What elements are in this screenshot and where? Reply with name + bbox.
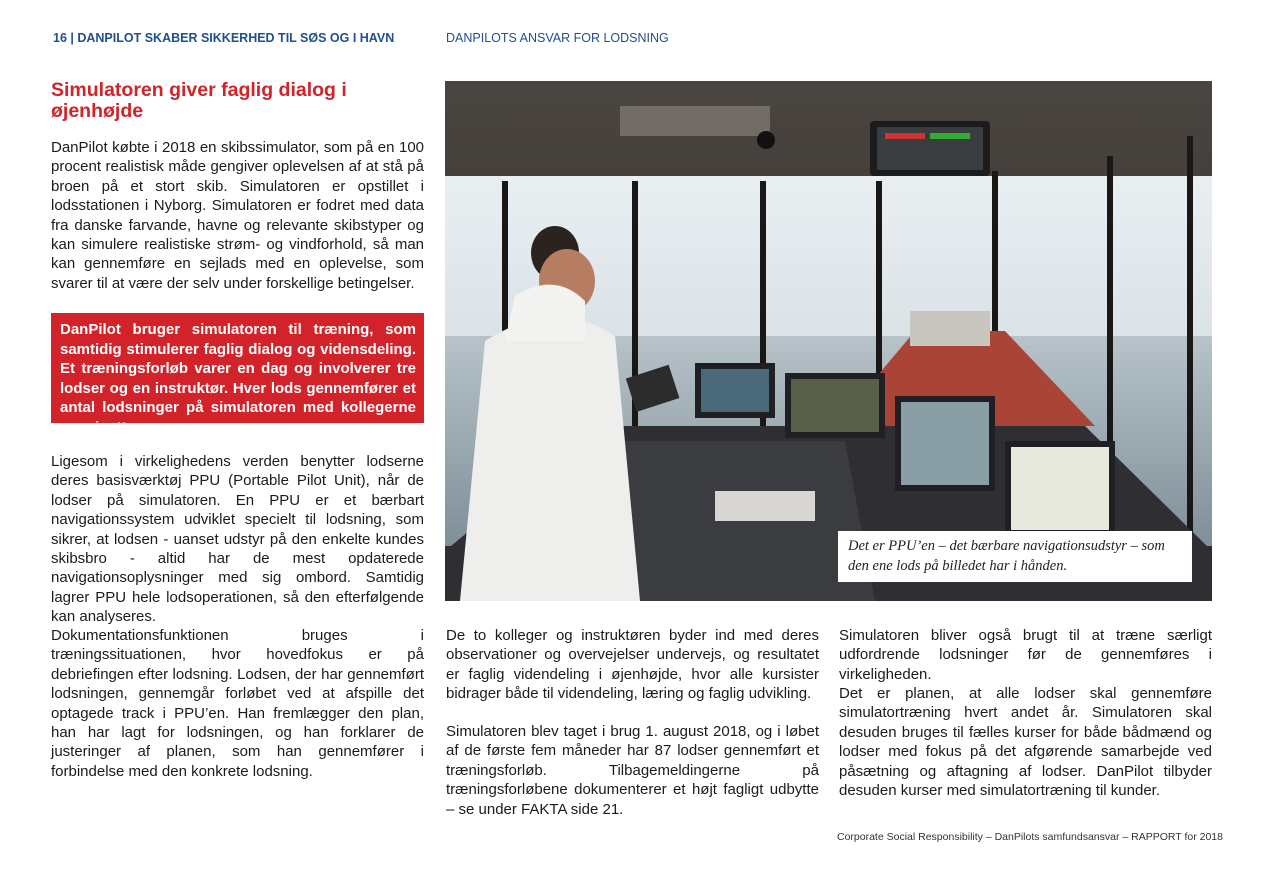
intro-paragraph: DanPilot købte i 2018 en skibssimulator, som på en 100 procent realistisk måde gengiver oplevelsen af at stå på broen på et stort skib. Simulatoren er opstillet i lodsstationen i Nyborg. Simulatoren er fodret med data fra danske farvande, havne og relevante skibstyper og kan simulere realistiske strøm- og vindforhold, så man kan gennemføre en sejlads med en oplevelse, som svarer til at være der selv under forskellige betingelser. [51,139,424,292]
page-footer: Corporate Social Responsibility – DanPilots samfundsansvar – RAPPORT for 2018 [837,831,1223,843]
col1-paragraph-3: Dokumentationsfunktionen bruges i træningssituationen, hvor hovedfokus er på debriefingen efter lodsning. Lodsen, der har gennemført lodsningen, gennemgår forløbet ved at afspille det optagede track i PPU’en. Han fremlægger den plan, han har lagt for lodsningen, og han forklarer de justeringer af planen, som han gennemfører i forbindelse med den konkrete lodsning. [51,627,424,780]
photo-caption: Det er PPU’en – det bærbare navigationsudstyr – som den ene lods på billedet har i hånden. [838,531,1192,582]
col3-paragraph-1: Simulatoren bliver også brugt til at træne særligt udfordrende lodsninger før de gennemføres i virkeligheden. [839,627,1212,683]
article-title: Simulatoren giver faglig dialog i øjenhøjde [51,79,347,122]
callout-text: DanPilot bruger simulatoren til træning, som samtidig stimulerer faglig dialog og vidensdeling. Et træningsforløb varer en dag og involverer tre lodser og en instruktør. Hver lods gennemfører et antal lodsninger på simulatoren med kollegerne som iagttagere. [60,321,416,436]
running-header-left: 16 | DANPILOT SKABER SIKKERHED TIL SØS OG I HAVN [53,31,395,45]
col2-paragraph-2: Simulatoren blev taget i brug 1. august 2018, og i løbet af de første fem måneder har 87 lodser gennemført et træningsforløb. Tilbagemeldingerne på træningsforløbene dokumenterer et højt fagligt udbytte – se under FAKTA side 21. [446,723,819,818]
col1-paragraph-2: Ligesom i virkelighedens verden benytter lodserne deres basisværktøj PPU (Portable Pilot Unit), når de lodser på simulatoren. En PPU er et bærbart navigationssystem udviklet specielt til lodsning, som sikrer, at lodsen - uanset udstyr på den enkelte kundes skibsbro - altid har de mest opdaterede navigationsoplysninger med sig ombord. Samtidig lagrer PPU hele lodsoperationen, så den efterfølgende kan analyseres. [51,453,424,626]
callout-box [51,313,424,436]
simulator-photo [445,81,1212,601]
col3-paragraph-2: Det er planen, at alle lodser skal gennemføre simulatortræning hvert andet år. Simulatoren skal desuden bruges til fælles kurser for både bådmænd og lodser med fokus på det afgørende samarbejde ved påsætning og aftagning af lodser. DanPilot tilbyder desuden kurser med simulatortræning til kunder. [839,685,1212,800]
col2-paragraph-1: De to kolleger og instruktøren byder ind med deres observationer og overvejelser undervejs, og resultatet er faglig videndeling i øjenhøjde, hvor alle kursister bidrager både til videndeling, læring og faglig udvikling. [446,627,819,703]
running-header-right: DANPILOTS ANSVAR FOR LODSNING [446,31,669,45]
